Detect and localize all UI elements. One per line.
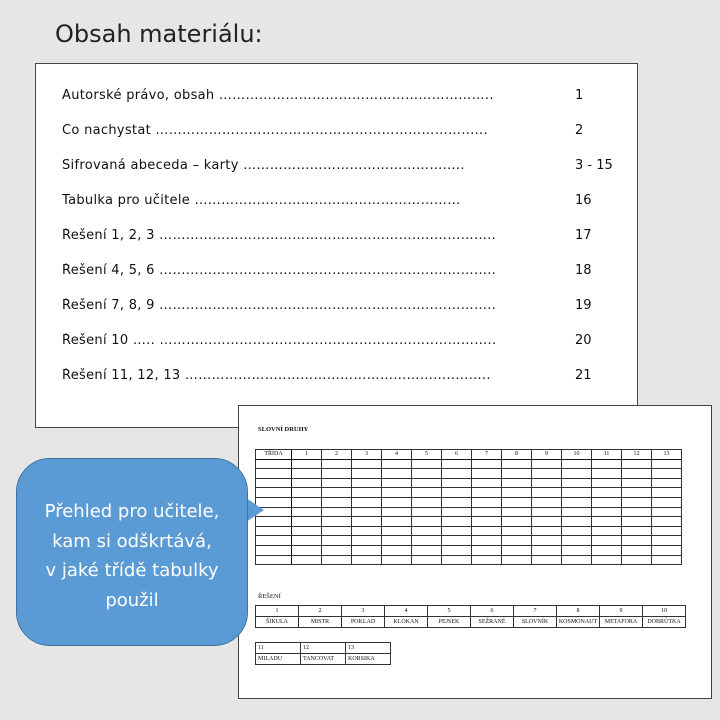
grid-cell bbox=[442, 507, 472, 517]
grid-cell bbox=[352, 517, 382, 527]
grid-cell bbox=[472, 497, 502, 507]
grid-cell bbox=[652, 517, 682, 527]
solution-word-cell: KOSMONAUT bbox=[557, 617, 600, 628]
grid-cell bbox=[592, 536, 622, 546]
grid-cell bbox=[292, 517, 322, 527]
grid-cell bbox=[352, 488, 382, 498]
grid-cell bbox=[292, 526, 322, 536]
grid-cell bbox=[532, 478, 562, 488]
solution-word-cell: TANCOVAT bbox=[301, 654, 346, 665]
grid-cell bbox=[442, 488, 472, 498]
grid-cell bbox=[592, 478, 622, 488]
grid-row bbox=[256, 545, 682, 555]
grid-header-cell: 10 bbox=[562, 450, 592, 460]
grid-cell bbox=[652, 545, 682, 555]
teacher-note-callout bbox=[16, 458, 248, 646]
grid-cell bbox=[412, 526, 442, 536]
grid-cell bbox=[292, 488, 322, 498]
grid-header-cell: 2 bbox=[322, 450, 352, 460]
grid-cell bbox=[256, 536, 292, 546]
toc-page-number: 16 bbox=[575, 193, 592, 208]
grid-cell bbox=[562, 497, 592, 507]
toc-page-number: 1 bbox=[575, 88, 584, 103]
grid-cell bbox=[442, 478, 472, 488]
grid-cell bbox=[472, 507, 502, 517]
solution-word-cell: MILADU bbox=[256, 654, 301, 665]
solution-number-cell: 1 bbox=[256, 606, 299, 617]
solution-word-cell: KORSIKA bbox=[346, 654, 391, 665]
solution-number-cell: 9 bbox=[600, 606, 643, 617]
grid-cell bbox=[442, 459, 472, 469]
solution-number-cell: 12 bbox=[301, 643, 346, 654]
grid-cell bbox=[622, 497, 652, 507]
grid-cell bbox=[532, 507, 562, 517]
grid-cell bbox=[442, 526, 472, 536]
grid-cell bbox=[412, 517, 442, 527]
grid-cell bbox=[622, 478, 652, 488]
solution-number-cell: 10 bbox=[643, 606, 686, 617]
solution-number-cell: 8 bbox=[557, 606, 600, 617]
grid-cell bbox=[502, 545, 532, 555]
grid-cell bbox=[592, 555, 622, 565]
grid-cell bbox=[502, 517, 532, 527]
grid-cell bbox=[382, 488, 412, 498]
grid-cell bbox=[352, 459, 382, 469]
grid-header-cell: 3 bbox=[352, 450, 382, 460]
solution-word-cell: METAFORA bbox=[600, 617, 643, 628]
grid-row bbox=[256, 488, 682, 498]
grid-cell bbox=[322, 478, 352, 488]
toc-page-number: 2 bbox=[575, 123, 584, 138]
toc-row bbox=[62, 193, 617, 215]
grid-cell bbox=[322, 507, 352, 517]
grid-cell bbox=[292, 459, 322, 469]
grid-cell bbox=[502, 478, 532, 488]
grid-cell bbox=[622, 545, 652, 555]
grid-cell bbox=[412, 459, 442, 469]
solution-word-cell: SLOVNÍK bbox=[514, 617, 557, 628]
grid-header-cell: 13 bbox=[652, 450, 682, 460]
grid-cell bbox=[532, 459, 562, 469]
solutions-table-extra bbox=[255, 642, 391, 665]
callout-line: Přehled pro učitele, bbox=[44, 501, 220, 522]
grid-header-cell: 9 bbox=[532, 450, 562, 460]
grid-cell bbox=[622, 507, 652, 517]
grid-cell bbox=[472, 488, 502, 498]
solution-word-cell: MISTR bbox=[299, 617, 342, 628]
grid-cell bbox=[442, 555, 472, 565]
toc-entry-label: Řešení 7, 8, 9 ……………………………………………………..………….. bbox=[62, 298, 497, 313]
slide-title: Obsah materiálu: bbox=[55, 20, 263, 48]
grid-cell bbox=[382, 555, 412, 565]
toc-entry-label: Řešení 1, 2, 3 ……………………………………………………..………….. bbox=[62, 228, 497, 243]
grid-cell bbox=[472, 478, 502, 488]
toc-row bbox=[62, 123, 617, 145]
grid-cell bbox=[442, 517, 472, 527]
toc-row bbox=[62, 88, 617, 110]
table-of-contents bbox=[35, 63, 638, 428]
grid-cell bbox=[652, 488, 682, 498]
callout-line: v jaké třídě tabulky bbox=[45, 560, 219, 581]
grid-cell bbox=[562, 517, 592, 527]
grid-row bbox=[256, 459, 682, 469]
solution-word-cell: DOBRŮTKA bbox=[643, 617, 686, 628]
toc-entry-label: Autorské právo, obsah …………………………………………………….. bbox=[62, 88, 494, 103]
grid-cell bbox=[322, 526, 352, 536]
grid-cell bbox=[652, 526, 682, 536]
grid-cell bbox=[256, 555, 292, 565]
grid-row bbox=[256, 555, 682, 565]
grid-cell bbox=[442, 497, 472, 507]
grid-cell bbox=[292, 536, 322, 546]
grid-cell bbox=[256, 526, 292, 536]
solutions-table bbox=[255, 605, 686, 628]
grid-cell bbox=[532, 469, 562, 479]
grid-cell bbox=[322, 555, 352, 565]
grid-cell bbox=[352, 478, 382, 488]
solution-number-cell: 3 bbox=[342, 606, 385, 617]
grid-cell bbox=[322, 536, 352, 546]
toc-page-number: 20 bbox=[575, 333, 592, 348]
grid-cell bbox=[412, 555, 442, 565]
grid-cell bbox=[652, 478, 682, 488]
grid-cell bbox=[622, 536, 652, 546]
grid-header-cell: 5 bbox=[412, 450, 442, 460]
grid-cell bbox=[382, 526, 412, 536]
toc-entry-label: Šifrovaná abeceda – karty ………………………………………….. bbox=[62, 158, 465, 173]
grid-cell bbox=[592, 545, 622, 555]
solution-word-cell: SEŽRANÉ bbox=[471, 617, 514, 628]
grid-cell bbox=[502, 488, 532, 498]
solution-number-cell: 2 bbox=[299, 606, 342, 617]
grid-cell bbox=[292, 497, 322, 507]
callout-text bbox=[17, 497, 247, 615]
grid-cell bbox=[622, 517, 652, 527]
grid-row bbox=[256, 536, 682, 546]
grid-cell bbox=[502, 555, 532, 565]
grid-cell bbox=[256, 545, 292, 555]
toc-entry-label: Co nachystat ……………………………………………………………..…. bbox=[62, 123, 488, 138]
grid-cell bbox=[472, 517, 502, 527]
grid-header-cell: 6 bbox=[442, 450, 472, 460]
teacher-table-preview bbox=[238, 405, 712, 699]
grid-cell bbox=[562, 555, 592, 565]
solution-number-cell: 11 bbox=[256, 643, 301, 654]
solution-number-cell: 5 bbox=[428, 606, 471, 617]
solutions-word-row bbox=[256, 617, 686, 628]
document-heading: SLOVNÍ DRUHY bbox=[258, 426, 309, 433]
grid-cell bbox=[472, 469, 502, 479]
grid-cell bbox=[532, 545, 562, 555]
toc-entry-label: Tabulka pro učitele …………………………………………………… bbox=[62, 193, 461, 208]
callout-pointer bbox=[246, 498, 264, 522]
grid-cell bbox=[412, 488, 442, 498]
grid-header-cell: TŘÍDA bbox=[256, 450, 292, 460]
grid-cell bbox=[352, 497, 382, 507]
grid-cell bbox=[382, 536, 412, 546]
grid-cell bbox=[412, 469, 442, 479]
grid-cell bbox=[472, 555, 502, 565]
grid-cell bbox=[352, 536, 382, 546]
solutions-number-row bbox=[256, 643, 391, 654]
grid-cell bbox=[562, 507, 592, 517]
solutions-word-row bbox=[256, 654, 391, 665]
grid-cell bbox=[256, 459, 292, 469]
grid-cell bbox=[352, 469, 382, 479]
solution-number-cell: 13 bbox=[346, 643, 391, 654]
grid-cell bbox=[382, 469, 412, 479]
toc-page-number: 17 bbox=[575, 228, 592, 243]
grid-cell bbox=[442, 536, 472, 546]
grid-cell bbox=[532, 497, 562, 507]
grid-cell bbox=[256, 488, 292, 498]
solution-number-cell: 7 bbox=[514, 606, 557, 617]
grid-header-cell: 8 bbox=[502, 450, 532, 460]
grid-cell bbox=[532, 536, 562, 546]
grid-row bbox=[256, 478, 682, 488]
grid-cell bbox=[382, 497, 412, 507]
grid-cell bbox=[352, 545, 382, 555]
grid-cell bbox=[412, 497, 442, 507]
grid-cell bbox=[562, 478, 592, 488]
grid-cell bbox=[562, 526, 592, 536]
grid-cell bbox=[322, 488, 352, 498]
grid-cell bbox=[622, 555, 652, 565]
grid-cell bbox=[322, 545, 352, 555]
grid-cell bbox=[532, 488, 562, 498]
grid-cell bbox=[562, 545, 592, 555]
grid-header-cell: 12 bbox=[622, 450, 652, 460]
grid-cell bbox=[352, 555, 382, 565]
grid-cell bbox=[472, 545, 502, 555]
grid-cell bbox=[532, 526, 562, 536]
toc-entry-label: Řešení 10 ….. ……………………………………………………..………….. bbox=[62, 333, 497, 348]
grid-cell bbox=[322, 469, 352, 479]
toc-page-number: 21 bbox=[575, 368, 592, 383]
grid-cell bbox=[412, 507, 442, 517]
grid-cell bbox=[502, 459, 532, 469]
toc-row bbox=[62, 228, 617, 250]
solution-word-cell: ŠIKULA bbox=[256, 617, 299, 628]
solution-number-cell: 4 bbox=[385, 606, 428, 617]
grid-cell bbox=[322, 459, 352, 469]
grid-row bbox=[256, 526, 682, 536]
solution-number-cell: 6 bbox=[471, 606, 514, 617]
grid-cell bbox=[622, 488, 652, 498]
grid-cell bbox=[562, 469, 592, 479]
toc-page-number: 19 bbox=[575, 298, 592, 313]
grid-cell bbox=[592, 488, 622, 498]
grid-cell bbox=[562, 536, 592, 546]
grid-cell bbox=[412, 478, 442, 488]
grid-cell bbox=[562, 488, 592, 498]
grid-cell bbox=[382, 517, 412, 527]
toc-row bbox=[62, 298, 617, 320]
grid-cell bbox=[412, 545, 442, 555]
callout-line: použil bbox=[105, 589, 159, 611]
grid-cell bbox=[412, 536, 442, 546]
grid-cell bbox=[502, 497, 532, 507]
grid-cell bbox=[502, 536, 532, 546]
grid-cell bbox=[382, 545, 412, 555]
solutions-label: ŘEŠENÍ bbox=[258, 593, 281, 600]
grid-cell bbox=[502, 507, 532, 517]
solutions-number-row bbox=[256, 606, 686, 617]
grid-cell bbox=[256, 478, 292, 488]
grid-cell bbox=[292, 507, 322, 517]
grid-cell bbox=[322, 517, 352, 527]
grid-cell bbox=[652, 469, 682, 479]
class-grid-table bbox=[255, 449, 682, 565]
grid-cell bbox=[592, 517, 622, 527]
grid-cell bbox=[562, 459, 592, 469]
grid-cell bbox=[502, 469, 532, 479]
toc-page-number: 18 bbox=[575, 263, 592, 278]
grid-row bbox=[256, 507, 682, 517]
solution-word-cell: PEJSEK bbox=[428, 617, 471, 628]
grid-cell bbox=[382, 507, 412, 517]
grid-cell bbox=[256, 469, 292, 479]
toc-row bbox=[62, 263, 617, 285]
solution-word-cell: POKLAD bbox=[342, 617, 385, 628]
grid-cell bbox=[592, 459, 622, 469]
toc-row bbox=[62, 158, 617, 180]
grid-header-row bbox=[256, 450, 682, 460]
grid-cell bbox=[622, 526, 652, 536]
grid-cell bbox=[592, 507, 622, 517]
callout-line: kam si odškrtává, bbox=[52, 530, 212, 552]
toc-page-number: 3 - 15 bbox=[575, 158, 613, 173]
grid-cell bbox=[352, 507, 382, 517]
grid-header-cell: 4 bbox=[382, 450, 412, 460]
grid-cell bbox=[532, 555, 562, 565]
grid-cell bbox=[442, 545, 472, 555]
grid-cell bbox=[292, 469, 322, 479]
grid-cell bbox=[352, 526, 382, 536]
grid-header-cell: 1 bbox=[292, 450, 322, 460]
grid-cell bbox=[382, 459, 412, 469]
grid-header-cell: 11 bbox=[592, 450, 622, 460]
grid-cell bbox=[622, 469, 652, 479]
grid-cell bbox=[652, 507, 682, 517]
grid-cell bbox=[652, 555, 682, 565]
grid-cell bbox=[622, 459, 652, 469]
grid-cell bbox=[322, 497, 352, 507]
grid-cell bbox=[652, 536, 682, 546]
grid-cell bbox=[592, 497, 622, 507]
grid-header-cell: 7 bbox=[472, 450, 502, 460]
toc-row bbox=[62, 333, 617, 355]
toc-entry-label: Řešení 4, 5, 6 ……………………………………………………..………….. bbox=[62, 263, 497, 278]
grid-cell bbox=[652, 459, 682, 469]
grid-cell bbox=[472, 459, 502, 469]
grid-cell bbox=[472, 536, 502, 546]
grid-cell bbox=[502, 526, 532, 536]
grid-row bbox=[256, 517, 682, 527]
grid-cell bbox=[532, 517, 562, 527]
grid-cell bbox=[472, 526, 502, 536]
grid-cell bbox=[592, 469, 622, 479]
grid-cell bbox=[652, 497, 682, 507]
grid-row bbox=[256, 469, 682, 479]
grid-cell bbox=[382, 478, 412, 488]
toc-entry-label: Řešení 11, 12, 13 …………………..………………………………..…….. bbox=[62, 368, 491, 383]
grid-cell bbox=[442, 469, 472, 479]
grid-cell bbox=[292, 478, 322, 488]
solution-word-cell: KLOKAN bbox=[385, 617, 428, 628]
grid-cell bbox=[592, 526, 622, 536]
grid-cell bbox=[292, 545, 322, 555]
grid-cell bbox=[292, 555, 322, 565]
toc-row bbox=[62, 368, 617, 390]
grid-row bbox=[256, 497, 682, 507]
